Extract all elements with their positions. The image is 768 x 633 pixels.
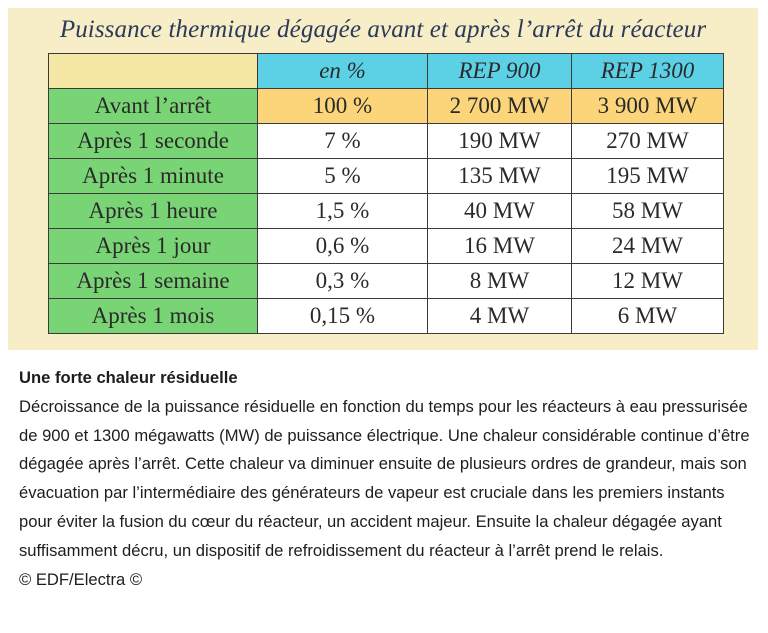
table-header-empty [49,54,258,89]
cell-rep900: 190 MW [428,124,572,159]
cell-rep900: 8 MW [428,264,572,299]
table-row [49,159,724,194]
cell-pct: 0,3 % [258,264,428,299]
cell-rep1300: 6 MW [572,299,724,334]
table-row [49,124,724,159]
cell-rep900: 4 MW [428,299,572,334]
cell-rep1300: 195 MW [572,159,724,194]
table-header-row [49,54,724,89]
cell-rep1300: 270 MW [572,124,724,159]
cell-rep1300: 58 MW [572,194,724,229]
cell-rep900: 40 MW [428,194,572,229]
cell-rep900: 16 MW [428,229,572,264]
table-row [49,264,724,299]
cell-pct: 7 % [258,124,428,159]
table-row [49,89,724,124]
cell-rep900: 2 700 MW [428,89,572,124]
cell-pct: 0,15 % [258,299,428,334]
caption-credit: © EDF/Electra © [19,569,143,589]
table-row [49,229,724,264]
row-label: Après 1 seconde [49,124,258,159]
caption-body: Décroissance de la puissance résiduelle en fonction du temps pour les réacteurs à eau pressurisée de 900 et 1300 mégawatts (MW) de puissance électrique. Une chaleur considérable continue d’être dégagée après l’arrêt. Cette chaleur va diminuer ensuite de plusieurs ordres de grandeur, mais son évacuation par l’intermédiaire des générateurs de vapeur est cruciale dans les premiers instants pour éviter la fusion du cœur du réacteur, un accident majeur. Ensuite la chaleur dégagée ayant suffisamment décru, un dispositif de refroidissement du réacteur à l’arrêt prend le relais. [19,396,750,560]
cell-pct: 0,6 % [258,229,428,264]
row-label: Après 1 jour [49,229,258,264]
figure-caption [19,364,759,594]
figure-image [8,8,758,350]
cell-rep1300: 24 MW [572,229,724,264]
cell-pct: 100 % [258,89,428,124]
caption-title: Une forte chaleur résiduelle [19,368,238,387]
table-header-pct: en % [258,54,428,89]
figure-title: Puissance thermique dégagée avant et après l’arrêt du réacteur [59,16,707,43]
table-row [49,194,724,229]
row-label: Après 1 heure [49,194,258,229]
cell-pct: 5 % [258,159,428,194]
row-label: Après 1 mois [49,299,258,334]
row-label: Avant l’arrêt [49,89,258,124]
cell-rep900: 135 MW [428,159,572,194]
cell-pct: 1,5 % [258,194,428,229]
row-label: Après 1 minute [49,159,258,194]
table-header-rep1300: REP 1300 [572,54,724,89]
table-header-rep900: REP 900 [428,54,572,89]
row-label: Après 1 semaine [49,264,258,299]
cell-rep1300: 12 MW [572,264,724,299]
table-row [49,299,724,334]
power-table [48,53,724,334]
cell-rep1300: 3 900 MW [572,89,724,124]
